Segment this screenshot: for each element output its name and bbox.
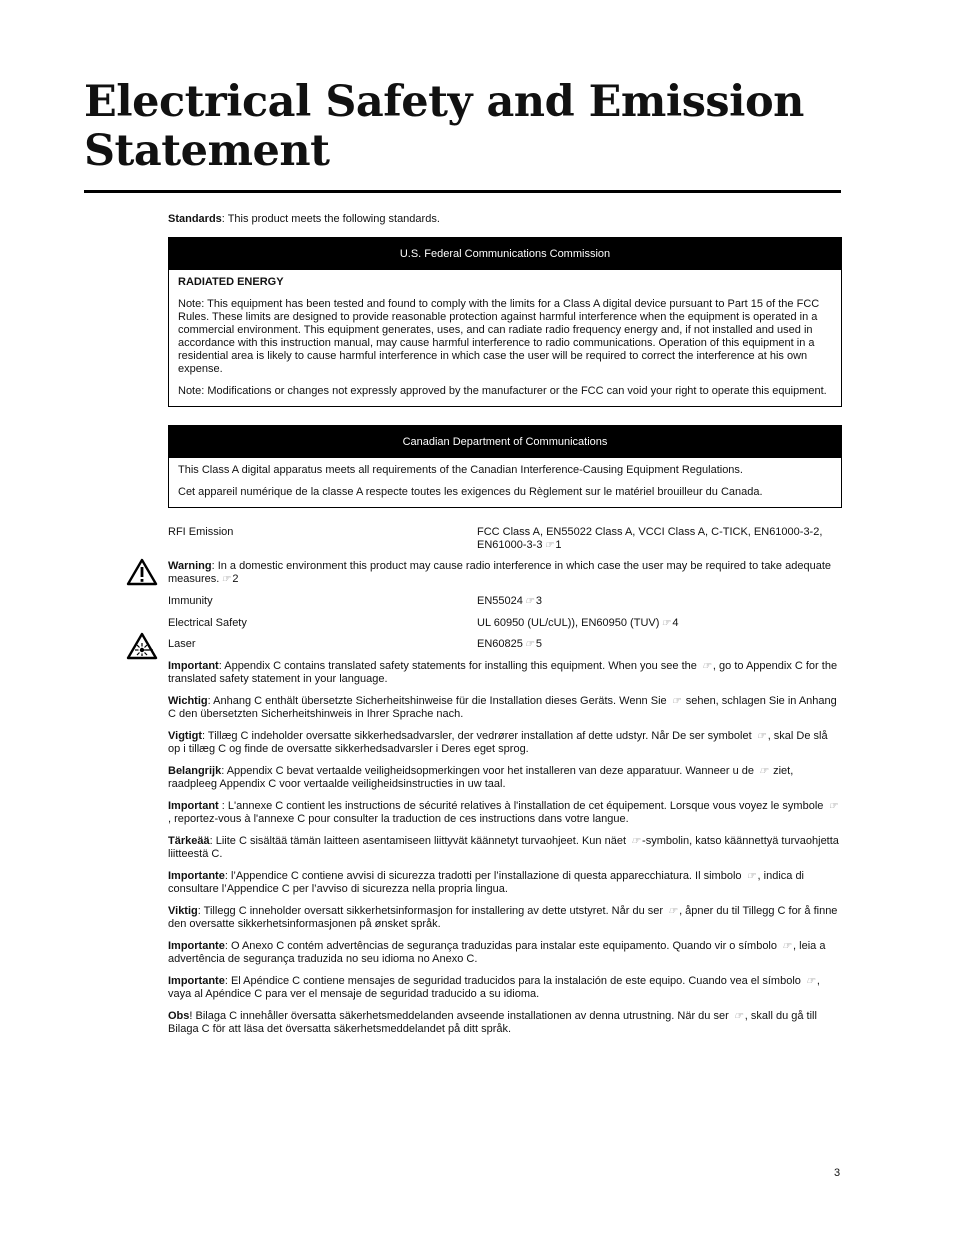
footnote-symbol-icon: ☞	[668, 906, 678, 917]
footnote-symbol-icon: ☞	[221, 574, 231, 585]
canada-header: Canadian Department of Communications	[169, 426, 841, 458]
warning-row	[168, 560, 842, 586]
rfi-value: FCC Class A, EN55022 Class A, VCCI Class A, C-TICK, EN61000-3-2, EN61000-3-3	[477, 526, 823, 551]
footnote-symbol-icon: ☞	[805, 976, 815, 987]
standards-intro	[168, 213, 842, 226]
footnote-symbol-icon: ☞	[524, 639, 534, 650]
footnote-symbol-icon: ☞	[631, 836, 641, 847]
rfi-row	[168, 526, 842, 552]
electrical-row	[168, 617, 842, 630]
footnote-symbol-icon: ☞	[524, 596, 534, 607]
fcc-header: U.S. Federal Communications Commission	[169, 238, 841, 270]
footnote-symbol-icon: ☞	[701, 661, 711, 672]
immunity-ref: 3	[535, 595, 542, 607]
canada-text-en: This Class A digital apparatus meets all requirements of the Canadian Interference-Causing Equipment Regulations.	[178, 464, 743, 476]
fcc-note-1: Note: This equipment has been tested and found to comply with the limits for a Class A digital device pursuant to Part 15 of the FCC Rules. These limits are designed to provide reasonable protection against harmful interference when the equipment is operated in a commercial environment. This equipment generates, uses, and can radiate radio frequency energy and, if not installed and used in accordance with this instruction manual, may cause harmful interference to radio communications. Operation of this equipment in a residential area is likely to cause harmful interference in which case the user will be required to correct the interference at his own expense.	[178, 298, 820, 375]
footnote-symbol-icon: ☞	[746, 871, 756, 882]
warning-text: : In a domestic environment this product may cause radio interference in which case the user may be required to take adequate measures.	[168, 560, 831, 585]
language-notice: Belangrijk: Appendix C bevat vertaalde veiligheidsopmerkingen voor het installeren van deze apparatuur. Wanneer u de ☞ ziet, raadpleeg Appendix C voor vertaalde veiligheidsinstructies in uw taal.	[168, 765, 794, 790]
immunity-label: Immunity	[168, 595, 213, 607]
footnote-symbol-icon: ☞	[671, 696, 681, 707]
title-rule	[84, 190, 841, 193]
electrical-value: UL 60950 (UL/cUL)), EN60950 (TUV)	[477, 617, 660, 629]
warning-ref: 2	[232, 573, 239, 585]
electrical-ref: 4	[672, 617, 679, 629]
canada-text-fr: Cet appareil numérique de la classe A respecte toutes les exigences du Règlement sur le matériel brouilleur du Canada.	[178, 486, 763, 498]
fcc-note-2: Note: Modifications or changes not expressly approved by the manufacturer or the FCC can void your right to operate this equipment.	[178, 385, 827, 397]
language-notice: Importante: El Apéndice C contiene mensajes de seguridad traducidos para la instalación de este equipo. Cuando vea el símbolo ☞ , vaya al Apéndice C para ver el mensaje de seguridad traducido a su idioma.	[168, 975, 820, 1000]
laser-value: EN60825	[477, 638, 523, 650]
immunity-value: EN55024	[477, 595, 523, 607]
page-title: Electrical Safety and Emission Statement	[84, 77, 804, 176]
rfi-ref: 1	[555, 539, 562, 551]
language-notice: Vigtigt: Tillæg C indeholder oversatte sikkerhedsadvarsler, der vedrører installation af dette udstyr. Når De ser symbolet ☞ , skal De slå op i tillæg C og finde de oversatte sikkerhedsadvarsler i Deres eget sprog.	[168, 730, 828, 755]
rfi-label: RFI Emission	[168, 526, 234, 538]
footnote-symbol-icon: ☞	[661, 618, 671, 629]
footnote-symbol-icon: ☞	[756, 731, 766, 742]
footnote-symbol-icon: ☞	[782, 941, 792, 952]
laser-row	[168, 638, 842, 651]
laser-warning-icon	[126, 632, 158, 660]
language-notice: Importante: O Anexo C contém advertências de segurança traduzidas para instalar este equipamento. Quando vir o símbolo ☞ , leia a advertência de segurança traduzida no seu idioma no Anexo C.	[168, 940, 826, 965]
immunity-row	[168, 595, 842, 608]
footnote-symbol-icon: ☞	[544, 540, 554, 551]
language-notice: Importante: l’Appendice C contiene avvisi di sicurezza tradotti per l’installazione di questa apparecchiatura. Il simbolo ☞ , indica di consultare l’Appendice C per l’avviso di sicurezza nella propria lingua.	[168, 870, 805, 895]
standards-label: Standards	[168, 213, 222, 225]
footnote-symbol-icon: ☞	[733, 1011, 743, 1022]
language-notice: Tärkeää: Liite C sisältää tämän laitteen asentamiseen liittyvät käännetyt turvaohjeet. Kun näet ☞ -symbolin, katso käännettyä turvaohjetta liitteestä C.	[168, 835, 839, 860]
page-number: 3	[834, 1167, 841, 1179]
laser-label: Laser	[168, 638, 196, 650]
language-notice: Viktig: Tillegg C inneholder oversatt sikkerhetsinformasjon for installering av dette utstyret. Når du ser ☞ , åpner du til Tillegg C for å finne den oversatte sikkerhetsinformasjonen på ønsket språk.	[168, 905, 838, 930]
standards-text: : This product meets the following standards.	[221, 213, 440, 225]
warning-label: Warning	[168, 560, 212, 572]
language-notices	[168, 660, 842, 1036]
electrical-label: Electrical Safety	[168, 617, 247, 629]
content	[168, 213, 842, 1036]
language-notice: Wichtig: Anhang C enthält übersetzte Sicherheitshinweise für die Installation dieses Geräts. Wenn Sie ☞ sehen, schlagen Sie in Anhang C den übersetzten Sicherheitshinweis in Ihrer Sprache nach.	[168, 695, 837, 720]
footnote-symbol-icon: ☞	[759, 766, 769, 777]
language-notice: Obs! Bilaga C innehåller översatta säkerhetsmeddelanden avseende installationen av denna utrustning. När du ser ☞ , skall du gå till Bilaga C för att läsa det översatta säkerhetsmeddelandet på ditt språk.	[168, 1010, 817, 1035]
warning-triangle-icon	[126, 558, 158, 586]
footnote-symbol-icon: ☞	[828, 801, 838, 812]
laser-ref: 5	[535, 638, 542, 650]
language-notice: Important: Appendix C contains translated safety statements for installing this equipment. When you see the ☞ , go to Appendix C for the translated safety statement in your language.	[168, 660, 838, 685]
fcc-subheading: RADIATED ENERGY	[178, 276, 284, 288]
fcc-box	[168, 237, 842, 407]
language-notice: Important : L'annexe C contient les instructions de sécurité relatives à l'installation de cet équipement. Lorsque vous voyez le symbole ☞, reportez-vous à l'annexe C pour consulter la traduction de ces instructions dans votre langue.	[168, 800, 838, 825]
canada-box	[168, 425, 842, 508]
